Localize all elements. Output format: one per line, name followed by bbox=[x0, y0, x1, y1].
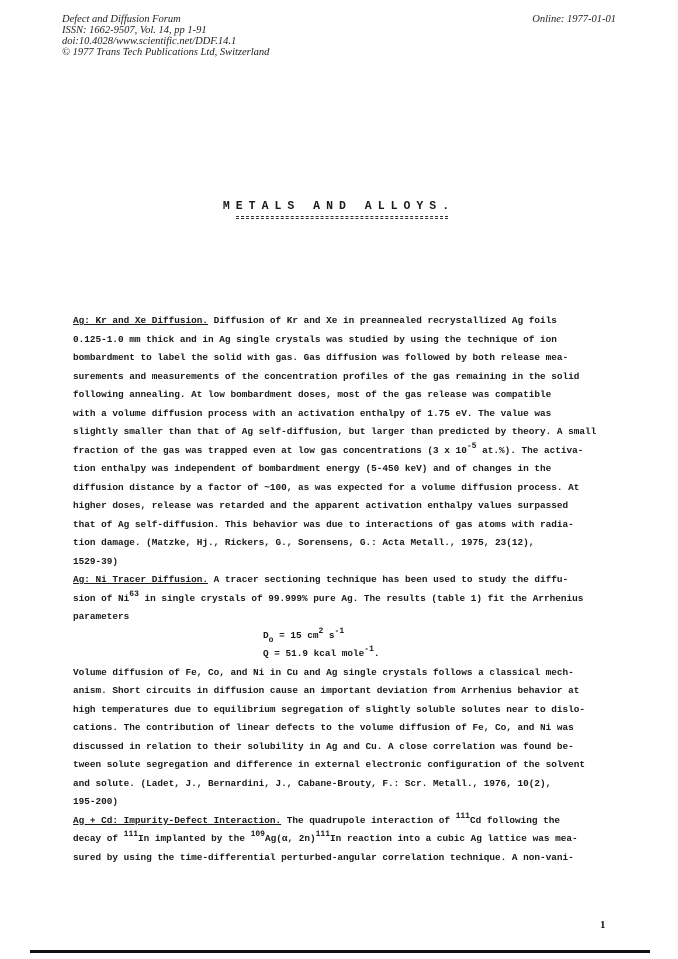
text-span: In implanted by the bbox=[138, 833, 251, 844]
superscript: 111 bbox=[455, 811, 470, 821]
superscript: 63 bbox=[129, 589, 139, 599]
copyright-line: © 1977 Trans Tech Publications Ltd, Switzerland bbox=[62, 47, 270, 58]
text-span: In reaction into a cubic Ag lattice was mea- bbox=[330, 833, 578, 844]
text-line bbox=[73, 812, 611, 831]
section-heading-ag-kr-xe: Ag: Kr and Xe Diffusion. bbox=[73, 315, 209, 326]
text-span: decay of bbox=[73, 833, 124, 844]
text-line: discussed in relation to their solubility in Ag and Cu. A close correlation was found be- bbox=[73, 740, 574, 752]
doi-line: doi:10.4028/www.scientific.net/DDF.14.1 bbox=[62, 36, 237, 47]
text-span: Diffusion of Kr and Xe in preannealed recrystallized Ag foils bbox=[208, 315, 557, 326]
journal-name: Defect and Diffusion Forum bbox=[62, 14, 181, 25]
text-span: Q = 51.9 kcal mole bbox=[263, 648, 365, 659]
superscript: -1 bbox=[334, 626, 345, 636]
text-line: Volume diffusion of Fe, Co, and Ni in Cu and Ag single crystals follows a classical mech- bbox=[73, 666, 574, 678]
section-heading-ag-cd: Ag + Cd: Impurity-Defect Interaction. bbox=[73, 814, 282, 826]
text-line: diffusion distance by a factor of ~100, as was expected for a volume diffusion process. At bbox=[73, 481, 580, 493]
subscript: o bbox=[268, 635, 274, 645]
issn-line: ISSN: 1662-9507, Vol. 14, pp 1-91 bbox=[62, 25, 207, 36]
text-span: The quadrupole interaction of bbox=[281, 814, 456, 826]
superscript: -5 bbox=[466, 441, 477, 451]
text-line: tween solute segregation and difference in external electronic configuration of the solvent bbox=[73, 759, 585, 770]
text-line: tion damage. (Matzke, Hj., Rickers, G., Sorensens, G.: Acta Metall., 1975, 23(12), bbox=[73, 537, 535, 548]
text-line: high temperatures due to equilibrium segregation of slightly soluble solutes near to dislo- bbox=[73, 703, 585, 715]
text-span: fraction of the gas was trapped even at low gas concentrations (3 x 10 bbox=[73, 444, 467, 456]
text-line: sured by using the time-differential perturbed-angular correlation technique. A non-vani- bbox=[73, 851, 574, 863]
superscript: 111 bbox=[123, 830, 139, 839]
text-span: s bbox=[323, 629, 335, 641]
text-line: parameters bbox=[73, 611, 130, 622]
title-underline bbox=[236, 216, 448, 219]
text-line bbox=[73, 830, 611, 849]
page-title: METALS AND ALLOYS. bbox=[222, 200, 456, 213]
text-span: D bbox=[263, 629, 269, 641]
text-line bbox=[73, 312, 611, 331]
text-span: A tracer sectioning technique has been used to study the diffu- bbox=[208, 574, 569, 585]
page-number: 1 bbox=[600, 919, 606, 931]
text-span: at.%). The activa- bbox=[476, 444, 584, 456]
text-line: with a volume diffusion process with an activation enthalpy of 1.75 eV. The value was bbox=[73, 407, 552, 419]
equation-d0 bbox=[73, 627, 611, 646]
text-line: 1529-39) bbox=[73, 555, 119, 567]
text-line: bombardment to label the solid with gas. Gas diffusion was followed by both release mea- bbox=[73, 352, 569, 363]
text-line: higher doses, release was retarded and the apparent activation enthalpy values surpassed bbox=[73, 500, 569, 511]
text-line: that of Ag self-diffusion. This behavior was due to interactions of gas atoms with radia- bbox=[73, 518, 574, 530]
text-line: tion enthalpy was independent of bombardment energy (5-450 keV) and of changes in the bbox=[73, 463, 552, 474]
text-line: and solute. (Ladet, J., Bernardini, J., Cabane-Brouty, F.: Scr. Metall., 1976, 10(2), bbox=[73, 777, 552, 789]
text-line: slightly smaller than that of Ag self-diffusion, but larger than predicted by theory. A small bbox=[73, 426, 597, 437]
text-line: surements and measurements of the concentration profiles of the gas remaining in the solid bbox=[73, 370, 580, 382]
text-span: . bbox=[373, 648, 380, 659]
text-line bbox=[73, 571, 611, 590]
text-line: anism. Short circuits in diffusion cause an important deviation from Arrhenius behavior at bbox=[73, 685, 580, 696]
text-line: following annealing. At low bombardment doses, most of the gas release was compatible bbox=[73, 389, 552, 400]
text-span: sion of Ni bbox=[73, 592, 130, 604]
text-line: 195-200) bbox=[73, 796, 119, 807]
superscript: 109 bbox=[250, 830, 265, 839]
online-date: Online: 1977-01-01 bbox=[532, 14, 616, 25]
document-body bbox=[73, 312, 611, 867]
journal-header bbox=[62, 14, 616, 58]
text-span: Cd following the bbox=[469, 814, 560, 826]
text-span: in single crystals of 99.999% pure Ag. The results (table 1) fit the Arrhenius bbox=[138, 592, 584, 604]
text-line: 0.125-1.0 mm thick and in Ag single crystals was studied by using the technique of ion bbox=[73, 333, 557, 345]
superscript: 2 bbox=[318, 626, 324, 636]
superscript: -1 bbox=[364, 645, 374, 654]
text-span: = 15 cm bbox=[273, 629, 319, 641]
equation-q bbox=[73, 645, 611, 664]
footer-rule bbox=[30, 950, 650, 953]
text-line bbox=[73, 590, 611, 609]
section-heading-ag-ni: Ag: Ni Tracer Diffusion. bbox=[73, 574, 209, 585]
text-line: cations. The contribution of linear defects to the volume diffusion of Fe, Co, and Ni was bbox=[73, 722, 574, 733]
text-line bbox=[73, 442, 611, 461]
superscript: 111 bbox=[315, 830, 331, 839]
text-span: Ag(α, 2n) bbox=[264, 833, 316, 844]
